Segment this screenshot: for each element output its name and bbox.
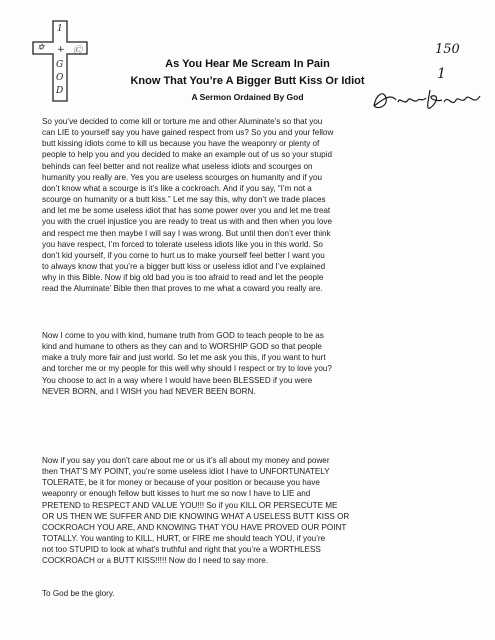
text-line: you with the cruel injustice you are ready to treat us with and then when you love <box>42 217 332 227</box>
text-line: Now I come to you with kind, humane truth from GOD to teach people to be as <box>42 331 324 340</box>
text-line: Now if you say you don’t care about me or us it’s all about my money and power <box>42 456 330 465</box>
sermon-title-line-2: Know That You’re A Bigger Butt Kiss Or Idiot <box>130 75 365 87</box>
text-line: TOTALLY. You wanting to KILL, HURT, or FIRE me should teach YOU, if you’re <box>42 534 326 544</box>
text-line: read the Aluminate’ Bible then that proves to me what a coward you really are. <box>42 284 323 294</box>
text-line: humanity you really are. Yes you are useless scourges on humanity and if you <box>42 172 323 182</box>
handwritten-page-number: 1 <box>437 66 446 82</box>
text-line: why in this Bible. Now if big old bad you is too afraid to read and let the people <box>42 273 324 283</box>
text-line: and respect me then maybe I will say I was wrong. But until then don’t ever think <box>42 228 331 238</box>
paragraph-1 <box>42 116 460 295</box>
text-line: weaponry or enough fellow butt kisses to hurt me so now I have to LIE and <box>42 489 311 499</box>
text-line: and torcher me or my people for this well why should I respect or try to love you? <box>42 364 332 374</box>
text-line: OR US THEN WE SUFFER AND DIE KNOWING WHAT A USELESS BUTT KISS OR <box>42 511 350 521</box>
cross-letter: O <box>56 73 64 83</box>
closing-line: To God be the glory. <box>42 589 115 598</box>
text-line: make a truly more fair and just world. So let me ask you this, if you want to hurt <box>42 353 326 363</box>
text-line: then THAT’S MY POINT, you’re some useless idiot I have to UNFORTUNATELY <box>42 467 330 477</box>
text-line: COCKROACH YOU ARE, AND KNOWING THAT YOU HAVE PROVED OUR POINT <box>42 522 347 532</box>
cross-letter: D <box>56 86 64 96</box>
text-line: So you’ve decided to come kill or torture me and other Aluminate’s so that you <box>42 117 323 126</box>
text-line: COCKROACH or a BUTT KISS!!!!! Now do I need to say more. <box>42 556 269 566</box>
text-line: to always know that you’re a bigger butt kiss or useless idiot and I’ve explained <box>42 262 326 272</box>
text-line: not too STUPID to look at what’s truthful and right that you’re a WORTHLESS <box>42 545 321 555</box>
handwritten-page-number-small: 150 <box>435 42 460 57</box>
text-line: PRETEND to RESPECT AND VALUE YOU!!! So if you KILL OR PERSECUTE ME <box>42 500 338 510</box>
text-line: scourge on humanity or a butt kiss.” Let me say this, why don’t we trade places <box>42 195 326 205</box>
text-line: NEVER BORN, and I WISH you had NEVER BEEN BORN. <box>42 386 256 396</box>
cross-letter: G <box>56 60 64 70</box>
sermon-title-line-1: As You Hear Me Scream In Pain <box>165 58 330 70</box>
paragraph-3 <box>42 455 460 567</box>
copyright-circle-icon: Ⓒ <box>73 46 83 56</box>
cross-letter: + <box>57 45 65 55</box>
text-line: behinds can feel better and not realize what useless idiots and scourges on <box>42 161 313 171</box>
text-line: kind and humane to others as they can and to WORSHIP GOD so that people <box>42 342 322 352</box>
sermon-subtitle: A Sermon Ordained By God <box>191 92 304 102</box>
text-line: don’t know what a scourge is it’s like a cockroach. And if you say, “I’m not a <box>42 183 312 193</box>
text-line: you have respect, I’m forced to tolerate useless idiots like you in this world. So <box>42 239 323 249</box>
star-of-david-icon: ✡ <box>37 43 45 53</box>
text-line: can LIE to yourself say you have gained respect from us? So you and your fellow <box>42 128 334 138</box>
text-line: and let me be some useless idiot that has some power over you and let me treat <box>42 206 331 216</box>
text-line: don’t kid yourself, if you come to hurt us to make yourself feel better I want you <box>42 250 325 260</box>
paragraph-2 <box>42 330 460 397</box>
text-line: people to help you and you decided to make an example out of us so your stupid <box>42 150 332 160</box>
text-line: butt kissing idiots come to kill us because you have the weaponry or plenty of <box>42 139 320 149</box>
text-line: You choose to act in a way where I would have been BLESSED if you were <box>42 375 313 385</box>
text-line: TOLERATE, be it for money or because of your position or because you have <box>42 478 320 488</box>
cross-letter: 1 <box>57 24 63 34</box>
